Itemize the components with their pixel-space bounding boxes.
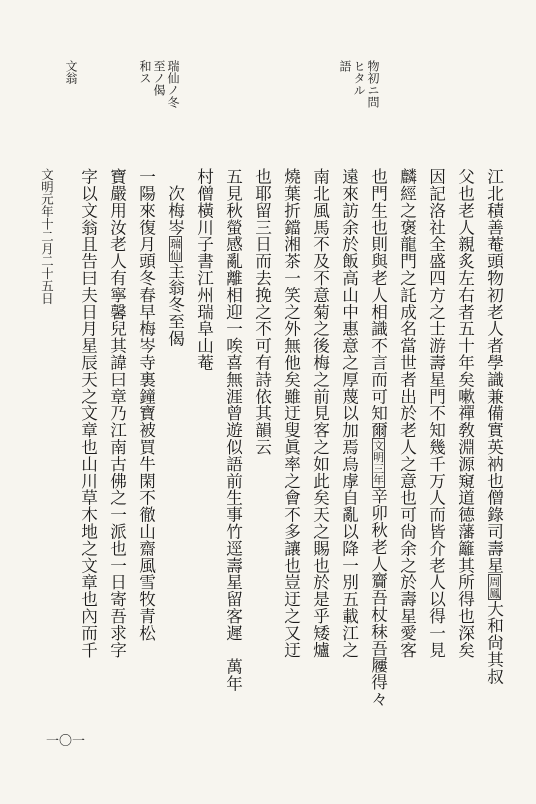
inline-annotation: 周鳳 — [487, 575, 501, 599]
text-column — [398, 168, 415, 658]
column-text: 也耶留三日而去挽之不可有詩依其韻云 — [252, 168, 272, 456]
note-line: 和ス — [138, 60, 152, 84]
column-text: 麟經之褒龍門之託成名當世者出於老人之意也可尙余之於壽星愛客 — [397, 168, 417, 659]
column-text: 因記洛社全盛四方之士游壽星門不知幾千万人而皆介老人以得一見 — [426, 168, 446, 659]
inline-annotation: 文明三年 — [371, 440, 385, 486]
marginal-note-bunou — [64, 60, 77, 84]
column-text: 父也老人親炙左右者五十年矣嗽禪敎淵源窺道德藩籬其所得也深矣 — [455, 168, 475, 659]
column-text-tail: 辛卯秋老人齎吾杖秣吾屨得々 — [368, 487, 388, 708]
column-text: 江北積善菴頭物初老人者學識兼備實英衲也僧錄司壽星 — [484, 168, 504, 574]
note-line: 至ノ偈 — [152, 60, 166, 96]
inline-annotation: 瑞仙 — [168, 237, 182, 261]
text-column — [311, 168, 328, 658]
column-text: 次梅岑 — [165, 184, 185, 236]
text-column — [427, 168, 444, 658]
text-column — [137, 168, 154, 641]
column-text: 字以文翁且告曰夫日月星辰天之文章也山川草木地之文章也內而千 — [78, 168, 98, 659]
column-text: 村僧橫川子書江州瑞阜山菴 — [194, 168, 214, 371]
marginal-note-butsushoku — [338, 60, 382, 120]
column-text: 南北風馬不及不意菊之後梅之前見客之如此矣天之賜也於是乎矮爐 — [310, 168, 330, 659]
note-line: ヒタル — [352, 60, 366, 96]
column-text: 寶嚴用汝老人有寧馨兒其諱曰章乃江南古佛之一派也一日寄吾求字 — [107, 168, 127, 659]
column-text: 一陽來復月頭冬春早梅岑寺裏鐘寶被買牛閑不徹山齋風雪牧青松 — [136, 168, 156, 642]
note-line: 物初ニ問 — [366, 60, 380, 108]
text-column — [253, 168, 270, 455]
column-text: 也門生也則與老人相識不言而可知爾 — [368, 168, 388, 439]
text-column — [282, 168, 299, 658]
column-text-tail: 大和尙其叔 — [484, 600, 504, 685]
date-line: 文明元年十二月二十五日 — [39, 168, 55, 305]
note-line: 語 — [338, 60, 352, 72]
column-text: 遠來訪余於飯高山中惠意之厚蔑以加焉烏虖自亂以降一別五載江之 — [339, 168, 359, 659]
text-column — [108, 168, 125, 658]
column-text: 五見秋螢感亂離相迎一唉喜無涯曾遊似語前生事竹逕壽星留客遲 萬年 — [223, 168, 243, 692]
text-column — [369, 168, 386, 707]
column-indent — [166, 168, 185, 185]
text-column — [224, 168, 241, 692]
note-line: 瑞仙ノ冬 — [166, 60, 180, 108]
text-column — [340, 168, 357, 658]
column-text-tail: 主翁冬至偈 — [165, 262, 185, 347]
marginal-note-zuisen — [138, 60, 182, 110]
text-column — [79, 168, 96, 658]
text-column — [485, 168, 502, 685]
page-number: 一〇一 — [46, 734, 86, 749]
note-line: 文翁 — [64, 60, 78, 84]
text-column — [456, 168, 473, 658]
text-column — [195, 168, 212, 371]
column-text: 燒葉折鐺湘茶一笑之外無他矣雖迂叟眞率之會不多讓也豈迂之又迂 — [281, 168, 301, 659]
text-column — [166, 168, 183, 347]
